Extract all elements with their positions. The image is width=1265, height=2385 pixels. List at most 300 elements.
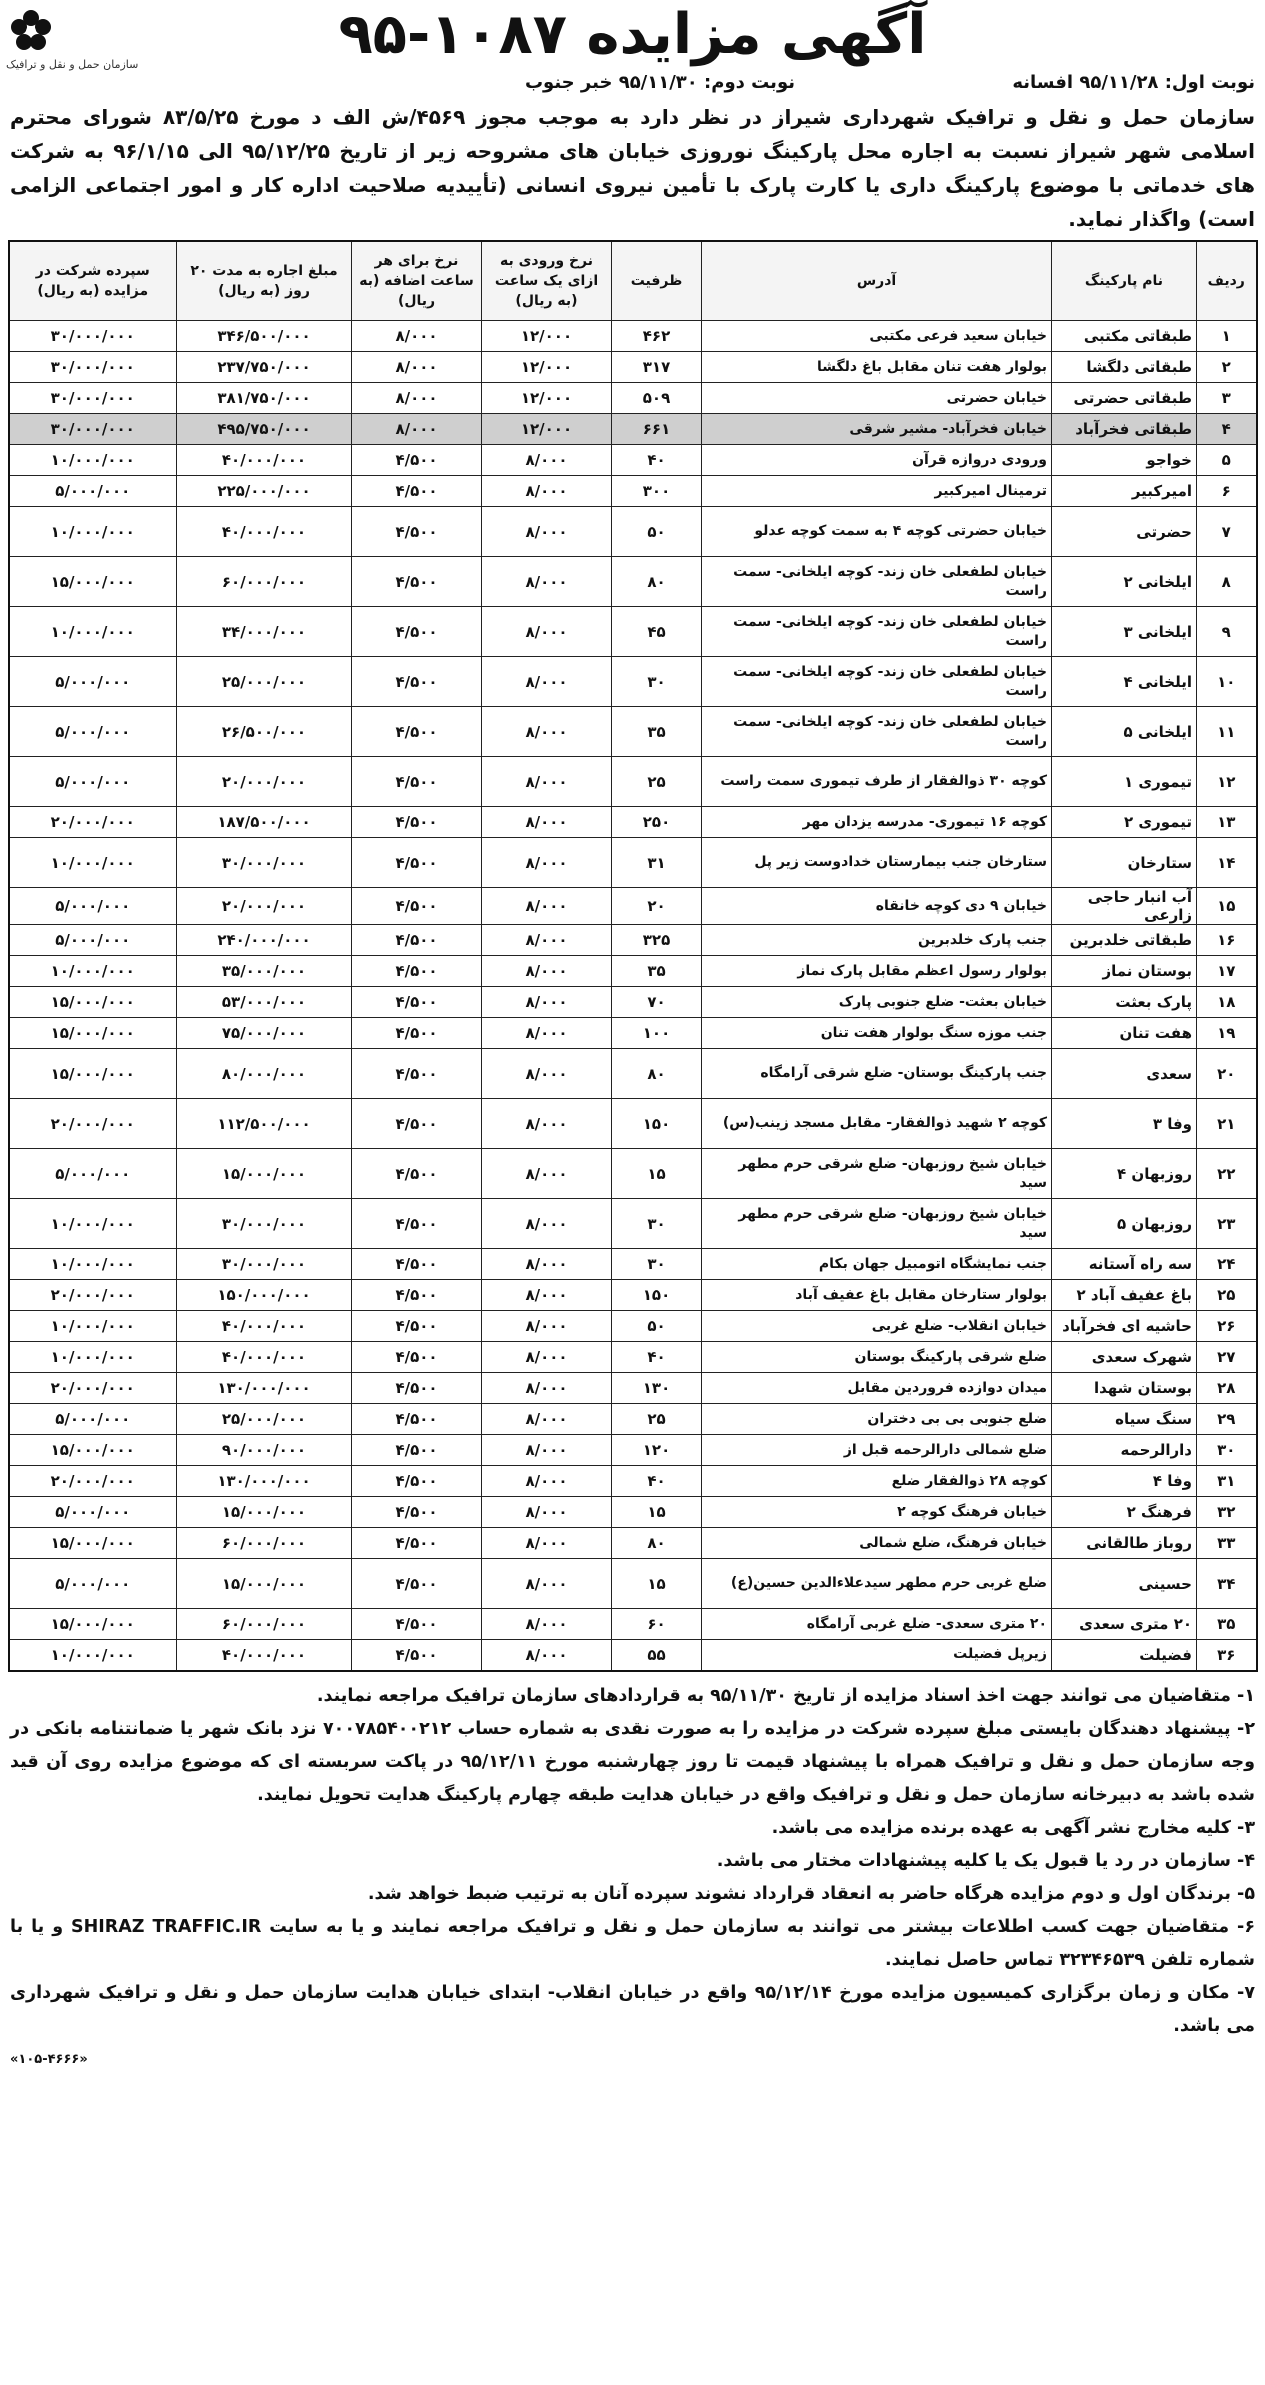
- table-row: [9, 321, 1257, 352]
- cell-no: ۲۷: [1197, 1342, 1257, 1373]
- cell-rent: ۳۰/۰۰۰/۰۰۰: [177, 838, 352, 888]
- cell-name: فضیلت: [1052, 1640, 1197, 1671]
- cell-entry-rate: ۸/۰۰۰: [482, 1609, 612, 1640]
- cell-extra-rate: ۴/۵۰۰: [352, 757, 482, 807]
- table-row: [9, 888, 1257, 925]
- cell-address: خیابان حضرتی: [702, 383, 1052, 414]
- cell-rent: ۹۰/۰۰۰/۰۰۰: [177, 1435, 352, 1466]
- cell-capacity: ۲۵۰: [612, 807, 702, 838]
- cell-name: حضرتی: [1052, 507, 1197, 557]
- cell-capacity: ۸۰: [612, 1049, 702, 1099]
- table-row: [9, 1435, 1257, 1466]
- col-header-capacity: ظرفیت: [612, 241, 702, 321]
- table-row: [9, 1149, 1257, 1199]
- note-item: ۱- متقاضیان می توانند جهت اخذ اسناد مزایده از تاریخ ۹۵/۱۱/۳۰ به قراردادهای سازمان ترافیک مراجعه نمایند.: [316, 1685, 1255, 1706]
- cell-deposit: ۱۵/۰۰۰/۰۰۰: [9, 1018, 177, 1049]
- cell-extra-rate: ۴/۵۰۰: [352, 1249, 482, 1280]
- cell-deposit: ۵/۰۰۰/۰۰۰: [9, 707, 177, 757]
- cell-capacity: ۶۶۱: [612, 414, 702, 445]
- cell-rent: ۲۴۰/۰۰۰/۰۰۰: [177, 925, 352, 956]
- cell-capacity: ۴۰: [612, 445, 702, 476]
- cell-capacity: ۴۰: [612, 1342, 702, 1373]
- cell-deposit: ۵/۰۰۰/۰۰۰: [9, 1149, 177, 1199]
- cell-address: خیابان لطفعلی خان زند- کوچه ایلخانی- سمت راست: [702, 707, 1052, 757]
- cell-entry-rate: ۸/۰۰۰: [482, 1559, 612, 1609]
- cell-address: میدان دوازده فروردین مقابل: [702, 1373, 1052, 1404]
- cell-extra-rate: ۴/۵۰۰: [352, 888, 482, 925]
- table-row: [9, 1280, 1257, 1311]
- cell-name: بوستان شهدا: [1052, 1373, 1197, 1404]
- cell-rent: ۶۰/۰۰۰/۰۰۰: [177, 1528, 352, 1559]
- cell-deposit: ۳۰/۰۰۰/۰۰۰: [9, 383, 177, 414]
- cell-rent: ۴۰/۰۰۰/۰۰۰: [177, 1342, 352, 1373]
- logo-caption: سازمان حمل و نقل و ترافیک: [6, 58, 139, 71]
- cell-no: ۳: [1197, 383, 1257, 414]
- cell-address: بولوار رسول اعظم مقابل پارک نماز: [702, 956, 1052, 987]
- table-row: [9, 925, 1257, 956]
- cell-rent: ۴۰/۰۰۰/۰۰۰: [177, 1640, 352, 1671]
- table-row: [9, 414, 1257, 445]
- cell-deposit: ۵/۰۰۰/۰۰۰: [9, 476, 177, 507]
- cell-capacity: ۸۰: [612, 1528, 702, 1559]
- cell-extra-rate: ۴/۵۰۰: [352, 1528, 482, 1559]
- cell-rent: ۶۰/۰۰۰/۰۰۰: [177, 1609, 352, 1640]
- cell-address: خیابان لطفعلی خان زند- کوچه ایلخانی- سمت راست: [702, 607, 1052, 657]
- table-row: [9, 1199, 1257, 1249]
- cell-extra-rate: ۴/۵۰۰: [352, 925, 482, 956]
- cell-rent: ۲۰/۰۰۰/۰۰۰: [177, 757, 352, 807]
- note-item: ۴- سازمان در رد یا قبول یک یا کلیه پیشنهادات مختار می باشد.: [716, 1850, 1255, 1871]
- cell-rent: ۲۳۷/۷۵۰/۰۰۰: [177, 352, 352, 383]
- cell-capacity: ۳۲۵: [612, 925, 702, 956]
- cell-rent: ۷۵/۰۰۰/۰۰۰: [177, 1018, 352, 1049]
- cell-capacity: ۳۱۷: [612, 352, 702, 383]
- cell-capacity: ۳۵: [612, 707, 702, 757]
- cell-entry-rate: ۸/۰۰۰: [482, 1311, 612, 1342]
- cell-no: ۲۴: [1197, 1249, 1257, 1280]
- cell-deposit: ۵/۰۰۰/۰۰۰: [9, 1404, 177, 1435]
- cell-capacity: ۵۰: [612, 1311, 702, 1342]
- cell-capacity: ۱۵: [612, 1559, 702, 1609]
- cell-address: کوچه ۲۸ ذوالفقار ضلع: [702, 1466, 1052, 1497]
- cell-address: خیابان شیخ روزبهان- ضلع شرقی حرم مطهر سید: [702, 1149, 1052, 1199]
- cell-no: ۱۴: [1197, 838, 1257, 888]
- cell-extra-rate: ۴/۵۰۰: [352, 1049, 482, 1099]
- cell-entry-rate: ۸/۰۰۰: [482, 1466, 612, 1497]
- table-row: [9, 807, 1257, 838]
- cell-deposit: ۱۵/۰۰۰/۰۰۰: [9, 1049, 177, 1099]
- cell-extra-rate: ۴/۵۰۰: [352, 807, 482, 838]
- cell-deposit: ۲۰/۰۰۰/۰۰۰: [9, 807, 177, 838]
- cell-name: حسینی: [1052, 1559, 1197, 1609]
- cell-address: جنب پارک خلدبرین: [702, 925, 1052, 956]
- cell-entry-rate: ۸/۰۰۰: [482, 1099, 612, 1149]
- cell-no: ۱۲: [1197, 757, 1257, 807]
- cell-entry-rate: ۸/۰۰۰: [482, 476, 612, 507]
- cell-deposit: ۵/۰۰۰/۰۰۰: [9, 657, 177, 707]
- cell-address: خیابان فرهنگ کوچه ۲: [702, 1497, 1052, 1528]
- cell-address: بولوار ستارخان مقابل باغ عفیف آباد: [702, 1280, 1052, 1311]
- page-title: آگهی مزایده ۱۰۸۷-۹۵: [338, 2, 927, 67]
- cell-entry-rate: ۸/۰۰۰: [482, 1049, 612, 1099]
- cell-deposit: ۱۰/۰۰۰/۰۰۰: [9, 1199, 177, 1249]
- cell-entry-rate: ۸/۰۰۰: [482, 838, 612, 888]
- cell-name: ستارخان: [1052, 838, 1197, 888]
- cell-deposit: ۱۰/۰۰۰/۰۰۰: [9, 1640, 177, 1671]
- cell-extra-rate: ۴/۵۰۰: [352, 1342, 482, 1373]
- cell-entry-rate: ۸/۰۰۰: [482, 956, 612, 987]
- cell-rent: ۲۰/۰۰۰/۰۰۰: [177, 888, 352, 925]
- col-header-deposit: سپرده شرکت در مزایده (به ریال): [9, 241, 177, 321]
- cell-capacity: ۱۵: [612, 1497, 702, 1528]
- cell-rent: ۱۵/۰۰۰/۰۰۰: [177, 1497, 352, 1528]
- table-header-row: [9, 241, 1257, 321]
- cell-address: کوچه ۲ شهید ذوالفقار- مقابل مسجد زینب(س): [702, 1099, 1052, 1149]
- cell-deposit: ۱۰/۰۰۰/۰۰۰: [9, 607, 177, 657]
- cell-entry-rate: ۱۲/۰۰۰: [482, 321, 612, 352]
- cell-extra-rate: ۴/۵۰۰: [352, 1199, 482, 1249]
- cell-entry-rate: ۸/۰۰۰: [482, 1640, 612, 1671]
- cell-no: ۱۳: [1197, 807, 1257, 838]
- cell-no: ۴: [1197, 414, 1257, 445]
- cell-address: جنب پارکینگ بوستان- ضلع شرقی آرامگاه: [702, 1049, 1052, 1099]
- cell-address: خیابان سعید فرعی مکتبی: [702, 321, 1052, 352]
- cell-extra-rate: ۸/۰۰۰: [352, 352, 482, 383]
- cell-name: آب انبار حاجی زارعی: [1052, 888, 1197, 925]
- cell-no: ۲۱: [1197, 1099, 1257, 1149]
- cell-entry-rate: ۸/۰۰۰: [482, 807, 612, 838]
- table-row: [9, 383, 1257, 414]
- cell-name: سه راه آستانه: [1052, 1249, 1197, 1280]
- cell-entry-rate: ۸/۰۰۰: [482, 507, 612, 557]
- cell-capacity: ۵۰۹: [612, 383, 702, 414]
- cell-extra-rate: ۴/۵۰۰: [352, 1497, 482, 1528]
- cell-deposit: ۵/۰۰۰/۰۰۰: [9, 1497, 177, 1528]
- cell-extra-rate: ۴/۵۰۰: [352, 1466, 482, 1497]
- cell-no: ۱۰: [1197, 657, 1257, 707]
- cell-capacity: ۱۰۰: [612, 1018, 702, 1049]
- cell-name: تیموری ۱: [1052, 757, 1197, 807]
- cell-extra-rate: ۴/۵۰۰: [352, 1099, 482, 1149]
- table-row: [9, 607, 1257, 657]
- cell-no: ۳۴: [1197, 1559, 1257, 1609]
- cell-capacity: ۱۳۰: [612, 1373, 702, 1404]
- cell-deposit: ۵/۰۰۰/۰۰۰: [9, 757, 177, 807]
- notice-first: نوبت اول: ۹۵/۱۱/۲۸ افسانه: [1012, 72, 1255, 93]
- cell-entry-rate: ۸/۰۰۰: [482, 557, 612, 607]
- cell-entry-rate: ۸/۰۰۰: [482, 1404, 612, 1435]
- cell-capacity: ۱۵: [612, 1149, 702, 1199]
- cell-entry-rate: ۸/۰۰۰: [482, 1373, 612, 1404]
- cell-extra-rate: ۴/۵۰۰: [352, 1018, 482, 1049]
- cell-extra-rate: ۴/۵۰۰: [352, 445, 482, 476]
- table-row: [9, 352, 1257, 383]
- cell-no: ۱: [1197, 321, 1257, 352]
- cell-name: حاشیه ای فخرآباد: [1052, 1311, 1197, 1342]
- cell-extra-rate: ۴/۵۰۰: [352, 507, 482, 557]
- cell-rent: ۱۱۲/۵۰۰/۰۰۰: [177, 1099, 352, 1149]
- cell-entry-rate: ۸/۰۰۰: [482, 1280, 612, 1311]
- cell-extra-rate: ۴/۵۰۰: [352, 1435, 482, 1466]
- cell-capacity: ۲۵: [612, 1404, 702, 1435]
- cell-rent: ۸۰/۰۰۰/۰۰۰: [177, 1049, 352, 1099]
- table-row: [9, 557, 1257, 607]
- cell-extra-rate: ۴/۵۰۰: [352, 607, 482, 657]
- cell-extra-rate: ۴/۵۰۰: [352, 1311, 482, 1342]
- cell-deposit: ۲۰/۰۰۰/۰۰۰: [9, 1280, 177, 1311]
- cell-address: جنب موزه سنگ بولوار هفت تنان: [702, 1018, 1052, 1049]
- table-row: [9, 1311, 1257, 1342]
- col-header-entry-rate: نرخ ورودی به ازای یک ساعت (به ریال): [482, 241, 612, 321]
- cell-address: ورودی دروازه قرآن: [702, 445, 1052, 476]
- cell-deposit: ۲۰/۰۰۰/۰۰۰: [9, 1466, 177, 1497]
- cell-address: ضلع شرقی پارکینگ بوستان: [702, 1342, 1052, 1373]
- cell-deposit: ۵/۰۰۰/۰۰۰: [9, 888, 177, 925]
- cell-extra-rate: ۴/۵۰۰: [352, 987, 482, 1018]
- cell-extra-rate: ۴/۵۰۰: [352, 657, 482, 707]
- cell-extra-rate: ۸/۰۰۰: [352, 321, 482, 352]
- cell-no: ۱۶: [1197, 925, 1257, 956]
- cell-deposit: ۵/۰۰۰/۰۰۰: [9, 925, 177, 956]
- table-row: [9, 476, 1257, 507]
- table-row: [9, 1049, 1257, 1099]
- cell-capacity: ۳۰: [612, 1199, 702, 1249]
- cell-name: هفت تنان: [1052, 1018, 1197, 1049]
- note-item: ۲- پیشنهاد دهندگان بایستی مبلغ سپرده شرکت در مزایده را به صورت نقدی به شماره حساب ۷۰۰۷۸۵۴۰۰۲۱۲ نزد بانک شهر یا ضمانتنامه بانکی در وجه سازمان حمل و نقل و ترافیک همراه با پیشنهاد قیمت تا روز چهارشنبه مورخ ۹۵/۱۲/۱۱ در پاکت سربسته ای که موضوع مزایده روی آن قید شده باشد به دبیرخانه سازمان حمل و نقل و ترافیک واقع در خیابان هدایت طبقه چهارم پارکینگ هدایت تحویل نمایند.: [10, 1718, 1256, 1805]
- cell-entry-rate: ۸/۰۰۰: [482, 888, 612, 925]
- cell-name: وفا ۳: [1052, 1099, 1197, 1149]
- cell-no: ۳۵: [1197, 1609, 1257, 1640]
- table-row: [9, 1018, 1257, 1049]
- cell-name: فرهنگ ۲: [1052, 1497, 1197, 1528]
- cell-deposit: ۱۰/۰۰۰/۰۰۰: [9, 956, 177, 987]
- cell-no: ۷: [1197, 507, 1257, 557]
- cell-capacity: ۲۰: [612, 888, 702, 925]
- cell-rent: ۱۸۷/۵۰۰/۰۰۰: [177, 807, 352, 838]
- cell-entry-rate: ۸/۰۰۰: [482, 1497, 612, 1528]
- table-row: [9, 1528, 1257, 1559]
- cell-entry-rate: ۸/۰۰۰: [482, 925, 612, 956]
- cell-no: ۳۶: [1197, 1640, 1257, 1671]
- cell-extra-rate: ۴/۵۰۰: [352, 956, 482, 987]
- table-row: [9, 1342, 1257, 1373]
- cell-extra-rate: ۴/۵۰۰: [352, 838, 482, 888]
- cell-capacity: ۶۰: [612, 1609, 702, 1640]
- cell-address: ترمینال امیرکبیر: [702, 476, 1052, 507]
- cell-extra-rate: ۸/۰۰۰: [352, 414, 482, 445]
- cell-no: ۲۸: [1197, 1373, 1257, 1404]
- cell-deposit: ۲۰/۰۰۰/۰۰۰: [9, 1099, 177, 1149]
- cell-extra-rate: ۴/۵۰۰: [352, 1373, 482, 1404]
- cell-rent: ۴۹۵/۷۵۰/۰۰۰: [177, 414, 352, 445]
- table-row: [9, 1373, 1257, 1404]
- cell-capacity: ۳۰: [612, 1249, 702, 1280]
- cell-capacity: ۲۵: [612, 757, 702, 807]
- cell-deposit: ۱۵/۰۰۰/۰۰۰: [9, 557, 177, 607]
- cell-deposit: ۱۰/۰۰۰/۰۰۰: [9, 445, 177, 476]
- cell-name: وفا ۴: [1052, 1466, 1197, 1497]
- cell-address: ضلع شمالی دارالرحمه قبل از: [702, 1435, 1052, 1466]
- cell-capacity: ۱۵۰: [612, 1280, 702, 1311]
- cell-address: خیابان بعثت- ضلع جنوبی پارک: [702, 987, 1052, 1018]
- cell-entry-rate: ۸/۰۰۰: [482, 445, 612, 476]
- cell-name: ۲۰ متری سعدی: [1052, 1609, 1197, 1640]
- cell-entry-rate: ۸/۰۰۰: [482, 1199, 612, 1249]
- cell-no: ۱۷: [1197, 956, 1257, 987]
- cell-rent: ۳۵/۰۰۰/۰۰۰: [177, 956, 352, 987]
- cell-address: خیابان ۹ دی کوچه خانقاه: [702, 888, 1052, 925]
- cell-entry-rate: ۱۲/۰۰۰: [482, 414, 612, 445]
- cell-address: خیابان حضرتی کوچه ۴ به سمت کوچه عدلو: [702, 507, 1052, 557]
- reference-code: «۱۰۵-۴۶۶۶»: [10, 2051, 88, 2067]
- cell-no: ۲: [1197, 352, 1257, 383]
- cell-entry-rate: ۸/۰۰۰: [482, 1342, 612, 1373]
- table-row: [9, 657, 1257, 707]
- cell-no: ۸: [1197, 557, 1257, 607]
- cell-extra-rate: ۴/۵۰۰: [352, 1404, 482, 1435]
- cell-no: ۳۱: [1197, 1466, 1257, 1497]
- cell-no: ۲۶: [1197, 1311, 1257, 1342]
- cell-name: روزبهان ۵: [1052, 1199, 1197, 1249]
- cell-address: خیابان فخرآباد- مشیر شرقی: [702, 414, 1052, 445]
- table-row: [9, 1099, 1257, 1149]
- cell-address: خیابان انقلاب- ضلع غربی: [702, 1311, 1052, 1342]
- notes: [10, 1680, 1255, 2076]
- cell-extra-rate: ۴/۵۰۰: [352, 1640, 482, 1671]
- col-header-extra-rate: نرخ برای هر ساعت اضافه (به ریال): [352, 241, 482, 321]
- cell-capacity: ۳۱: [612, 838, 702, 888]
- cell-rent: ۲۵/۰۰۰/۰۰۰: [177, 657, 352, 707]
- cell-rent: ۳۸۱/۷۵۰/۰۰۰: [177, 383, 352, 414]
- cell-deposit: ۳۰/۰۰۰/۰۰۰: [9, 414, 177, 445]
- table-row: [9, 1609, 1257, 1640]
- cell-name: طبقاتی مکتبی: [1052, 321, 1197, 352]
- table-row: [9, 757, 1257, 807]
- cell-name: باغ عفیف آباد ۲: [1052, 1280, 1197, 1311]
- table-row: [9, 507, 1257, 557]
- cell-entry-rate: ۱۲/۰۰۰: [482, 383, 612, 414]
- cell-rent: ۱۵/۰۰۰/۰۰۰: [177, 1149, 352, 1199]
- cell-no: ۲۲: [1197, 1149, 1257, 1199]
- cell-address: ۲۰ متری سعدی- ضلع غربی آرامگاه: [702, 1609, 1052, 1640]
- cell-deposit: ۱۰/۰۰۰/۰۰۰: [9, 507, 177, 557]
- cell-capacity: ۵۰: [612, 507, 702, 557]
- cell-deposit: ۵/۰۰۰/۰۰۰: [9, 1559, 177, 1609]
- cell-no: ۶: [1197, 476, 1257, 507]
- cell-address: کوچه ۳۰ ذوالفقار از طرف تیموری سمت راست: [702, 757, 1052, 807]
- cell-name: دارالرحمه: [1052, 1435, 1197, 1466]
- cell-entry-rate: ۱۲/۰۰۰: [482, 352, 612, 383]
- cell-address: زیرپل فضیلت: [702, 1640, 1052, 1671]
- cell-capacity: ۳۰۰: [612, 476, 702, 507]
- cell-name: تیموری ۲: [1052, 807, 1197, 838]
- cell-name: ایلخانی ۴: [1052, 657, 1197, 707]
- cell-capacity: ۴۶۲: [612, 321, 702, 352]
- cell-extra-rate: ۴/۵۰۰: [352, 476, 482, 507]
- cell-address: خیابان لطفعلی خان زند- کوچه ایلخانی- سمت راست: [702, 657, 1052, 707]
- cell-name: سنگ سیاه: [1052, 1404, 1197, 1435]
- cell-capacity: ۳۵: [612, 956, 702, 987]
- cell-rent: ۳۰/۰۰۰/۰۰۰: [177, 1249, 352, 1280]
- cell-rent: ۳۴/۰۰۰/۰۰۰: [177, 607, 352, 657]
- cell-name: ایلخانی ۵: [1052, 707, 1197, 757]
- table-row: [9, 1640, 1257, 1671]
- cell-address: بولوار هفت تنان مقابل باغ دلگشا: [702, 352, 1052, 383]
- col-header-name: نام پارکینگ: [1052, 241, 1197, 321]
- cell-no: ۱۹: [1197, 1018, 1257, 1049]
- note-item: ۷- مکان و زمان برگزاری کمیسیون مزایده مورخ ۹۵/۱۲/۱۴ واقع در خیابان انقلاب- ابتدای خیابان هدایت سازمان حمل و نقل و ترافیک شهرداری می باشد.: [10, 1982, 1255, 2036]
- cell-name: طبقاتی حضرتی: [1052, 383, 1197, 414]
- cell-name: طبقاتی دلگشا: [1052, 352, 1197, 383]
- cell-rent: ۴۰/۰۰۰/۰۰۰: [177, 445, 352, 476]
- cell-no: ۲۵: [1197, 1280, 1257, 1311]
- cell-no: ۲۹: [1197, 1404, 1257, 1435]
- table-row: [9, 838, 1257, 888]
- cell-rent: ۱۵/۰۰۰/۰۰۰: [177, 1559, 352, 1609]
- cell-capacity: ۵۵: [612, 1640, 702, 1671]
- cell-capacity: ۱۲۰: [612, 1435, 702, 1466]
- cell-name: شهرک سعدی: [1052, 1342, 1197, 1373]
- cell-capacity: ۸۰: [612, 557, 702, 607]
- cell-name: ایلخانی ۳: [1052, 607, 1197, 657]
- cell-rent: ۱۳۰/۰۰۰/۰۰۰: [177, 1466, 352, 1497]
- cell-address: ضلع جنوبی بی بی دختران: [702, 1404, 1052, 1435]
- cell-address: کوچه ۱۶ تیموری- مدرسه یزدان مهر: [702, 807, 1052, 838]
- cell-address: خیابان شیخ روزبهان- ضلع شرقی حرم مطهر سید: [702, 1199, 1052, 1249]
- col-header-address: آدرس: [702, 241, 1052, 321]
- cell-extra-rate: ۴/۵۰۰: [352, 557, 482, 607]
- cell-no: ۱۸: [1197, 987, 1257, 1018]
- cell-deposit: ۱۵/۰۰۰/۰۰۰: [9, 1609, 177, 1640]
- cell-rent: ۶۰/۰۰۰/۰۰۰: [177, 557, 352, 607]
- cell-name: روزبهان ۴: [1052, 1149, 1197, 1199]
- cell-entry-rate: ۸/۰۰۰: [482, 707, 612, 757]
- cell-deposit: ۱۵/۰۰۰/۰۰۰: [9, 987, 177, 1018]
- note-item: ۶- متقاضیان جهت کسب اطلاعات بیشتر می توانند به سازمان حمل و نقل و ترافیک مراجعه نمایند و یا به سایت SHIRAZ TRAFFIC.IR و یا با شماره تلفن ۳۲۳۴۶۵۳۹ تماس حاصل نمایند.: [10, 1916, 1255, 1970]
- note-item: ۳- کلیه مخارج نشر آگهی به عهده برنده مزایده می باشد.: [771, 1817, 1255, 1838]
- cell-name: امیرکبیر: [1052, 476, 1197, 507]
- cell-name: خواجو: [1052, 445, 1197, 476]
- cell-extra-rate: ۴/۵۰۰: [352, 1149, 482, 1199]
- cell-entry-rate: ۸/۰۰۰: [482, 607, 612, 657]
- cell-rent: ۴۰/۰۰۰/۰۰۰: [177, 507, 352, 557]
- cell-name: طبقاتی خلدبرین: [1052, 925, 1197, 956]
- cell-extra-rate: ۴/۵۰۰: [352, 707, 482, 757]
- table-row: [9, 956, 1257, 987]
- cell-rent: ۳۴۶/۵۰۰/۰۰۰: [177, 321, 352, 352]
- cell-entry-rate: ۸/۰۰۰: [482, 757, 612, 807]
- cell-name: طبقاتی فخرآباد: [1052, 414, 1197, 445]
- table-row: [9, 1497, 1257, 1528]
- cell-deposit: ۱۰/۰۰۰/۰۰۰: [9, 1311, 177, 1342]
- cell-deposit: ۳۰/۰۰۰/۰۰۰: [9, 352, 177, 383]
- cell-deposit: ۱۰/۰۰۰/۰۰۰: [9, 1342, 177, 1373]
- intro-text: سازمان حمل و نقل و ترافیک شهرداری شیراز در نظر دارد به موجب مجوز ۴۵۶۹/ش الف د مورخ ۸۳/۵/۲۵ شورای محترم اسلامی شهر شیراز نسبت به اجاره محل پارکینگ نوروزی خیابان های مشروحه زیر از تاریخ ۹۵/۱۲/۲۵ الی ۹۶/۱/۱۵ به شرکت های خدماتی با موضوع پارکینگ داری یا کارت پارک با تأمین نیروی انسانی (تأییدیه صلاحیت اداره کار و امور اجتماعی الزامی است) واگذار نماید.: [10, 105, 1255, 231]
- cell-capacity: ۴۵: [612, 607, 702, 657]
- cell-entry-rate: ۸/۰۰۰: [482, 1528, 612, 1559]
- cell-deposit: ۳۰/۰۰۰/۰۰۰: [9, 321, 177, 352]
- cell-no: ۹: [1197, 607, 1257, 657]
- cell-no: ۲۳: [1197, 1199, 1257, 1249]
- cell-no: ۳۰: [1197, 1435, 1257, 1466]
- table-row: [9, 1559, 1257, 1609]
- cell-rent: ۲۲۵/۰۰۰/۰۰۰: [177, 476, 352, 507]
- cell-entry-rate: ۸/۰۰۰: [482, 1435, 612, 1466]
- cell-name: پارک بعثت: [1052, 987, 1197, 1018]
- table-row: [9, 1404, 1257, 1435]
- table-row: [9, 1466, 1257, 1497]
- header: [0, 0, 1265, 100]
